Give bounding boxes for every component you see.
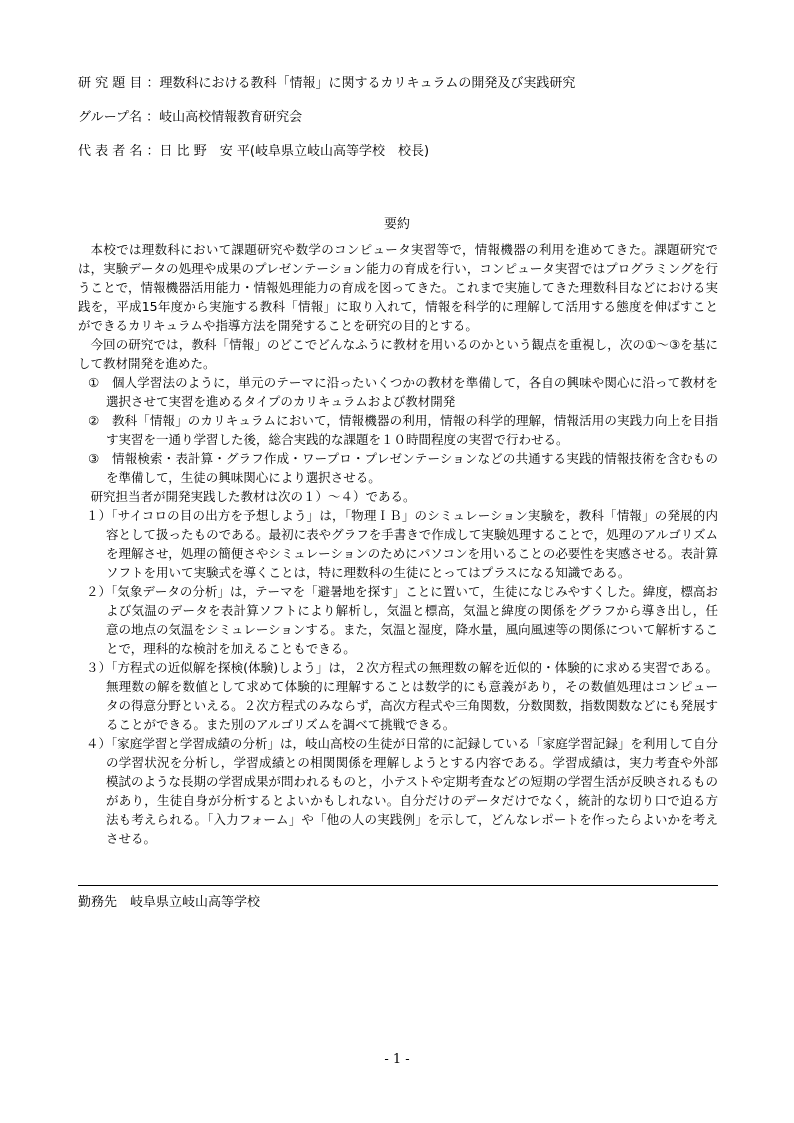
abstract-title: 要約 [383,217,410,232]
footer-divider [78,885,718,886]
policy-item-2: ② 教科「情報」のカリキュラムにおいて，情報機器の利用，情報の科学的理解，情報活用の実践力向上を目指す実習を一通り学習した後，総合実践的な課題を１０時間程度の実習で行わせる。 [88,413,718,447]
research-title-line [78,76,575,92]
material-item-1: １）「サイコロの目の出方を予想しよう」は，「物理ＩＢ」のシミュレーション実験を，教科「情報」の発展的内容として扱ったものである。最初に表やグラフを手書きで作成して実験処理することで，処理のアルゴリズムを理解させ，処理の簡便さやシミュレーションのためにパソコンを用いることの必要性を実感させる。表計算ソフトを用いて実験式を導くことは，特に理数科の生徒にとってはプラスになる知識である。 [86,508,718,580]
workplace: 勤務先 岐阜県立岐山高等学校 [78,895,261,910]
material-item-4: ４）「家庭学習と学習成績の分析」は，岐山高校の生徒が日常的に記録している「家庭学習記録」を利用して自分の学習状況を分析し，学習成績との相関関係を理解しようとする内容である。学習成績は，実力考査や外部模試のような長期の学習成果が問われるものと，小テストや定期考査などの短期の学習生活が反映されるものがあり，生徒自身が分析するとよいかもしれない。自分だけのデータだけでなく，統計的な切り口で迫る方法も考えられる。「入力フォーム」や「他の人の実践例」を示して，どんなレポートを作ったらよいかを考えさせる。 [86,736,719,846]
policy-item-3: ③ 情報検索・表計算・グラフ作成・ワープロ・プレゼンテーションなどの共通する実践的情報技術を含むものを準備して，生徒の興味関心により選択させる。 [88,451,718,485]
abstract-paragraph-1: 本校では理数科において課題研究や数学のコンピュータ実習等で，情報機器の利用を進めてきた。課題研究では，実験データの処理や成果のプレゼンテーション能力の育成を行い，コンピュータ実習ではプログラミングを行うことで，情報機器活用能力・情報処理能力の育成を図ってきた。これまで実施してきた理数科目などにおける実践を，平成15年度から実施する教科「情報」に取り入れて，情報を科学的に理解して活用する態度を伸ばすことができるカリキュラムや指導方法を開発することを研究の目的とする。 [78,242,718,333]
representative-label: 代 表 者 名 ： [78,144,160,159]
policy-item-1: ① 個人学習法のように，単元のテーマに沿ったいくつかの教材を準備して，各自の興味や関心に沿って教材を選択させて実習を進めるタイプのカリキュラムおよび教材開発 [88,375,718,409]
abstract-body [78,240,718,848]
research-title: 理数科における教科「情報」に関するカリキュラムの開発及び実践研究 [159,76,576,91]
abstract-paragraph-2: 今回の研究では，教科「情報」のどこでどんなふうに教材を用いるのかという観点を重視し，次の①～③を基にして教材開発を進めた。 [78,337,718,371]
representative: 日 比 野 安 平(岐阜県立岐山高等学校 校長) [159,144,430,159]
abstract-paragraph-3: 研究担当者が開発実践した教材は次の１）～４）である。 [90,489,416,504]
representative-line [78,144,429,160]
page-number: - 1 - [384,1052,410,1067]
group-line [78,110,302,126]
material-item-2: ２）「気象データの分析」は，テーマを「避暑地を探す」ことに置いて，生徒になじみやすくした。緯度，標高および気温のデータを表計算ソフトにより解析し，気温と標高，気温と緯度の関係をグラフから導き出し，任意の地点の気温をシミュレーションする。また，気温と湿度，降水量，風向風速等の関係について解析することで，理科的な検討を加えることもできる。 [86,584,718,656]
material-item-3: ３）「方程式の近似解を探検(体験)しよう」は，２次方程式の無理数の解を近似的・体験的に求める実習である。無理数の解を数値として求めて体験的に理解することは数学的にも意義があり，その数値処理はコンピュータの得意分野といえる。２次方程式のみならず，高次方程式や三角関数，分数関数，指数関数などにも発展することができる。また別のアルゴリズムを調べて挑戦できる。 [86,660,718,732]
group-label: グループ名 ： [78,110,160,125]
group-name: 岐山高校情報教育研究会 [159,110,303,125]
research-title-label: 研 究 題 目 ： [78,76,160,91]
